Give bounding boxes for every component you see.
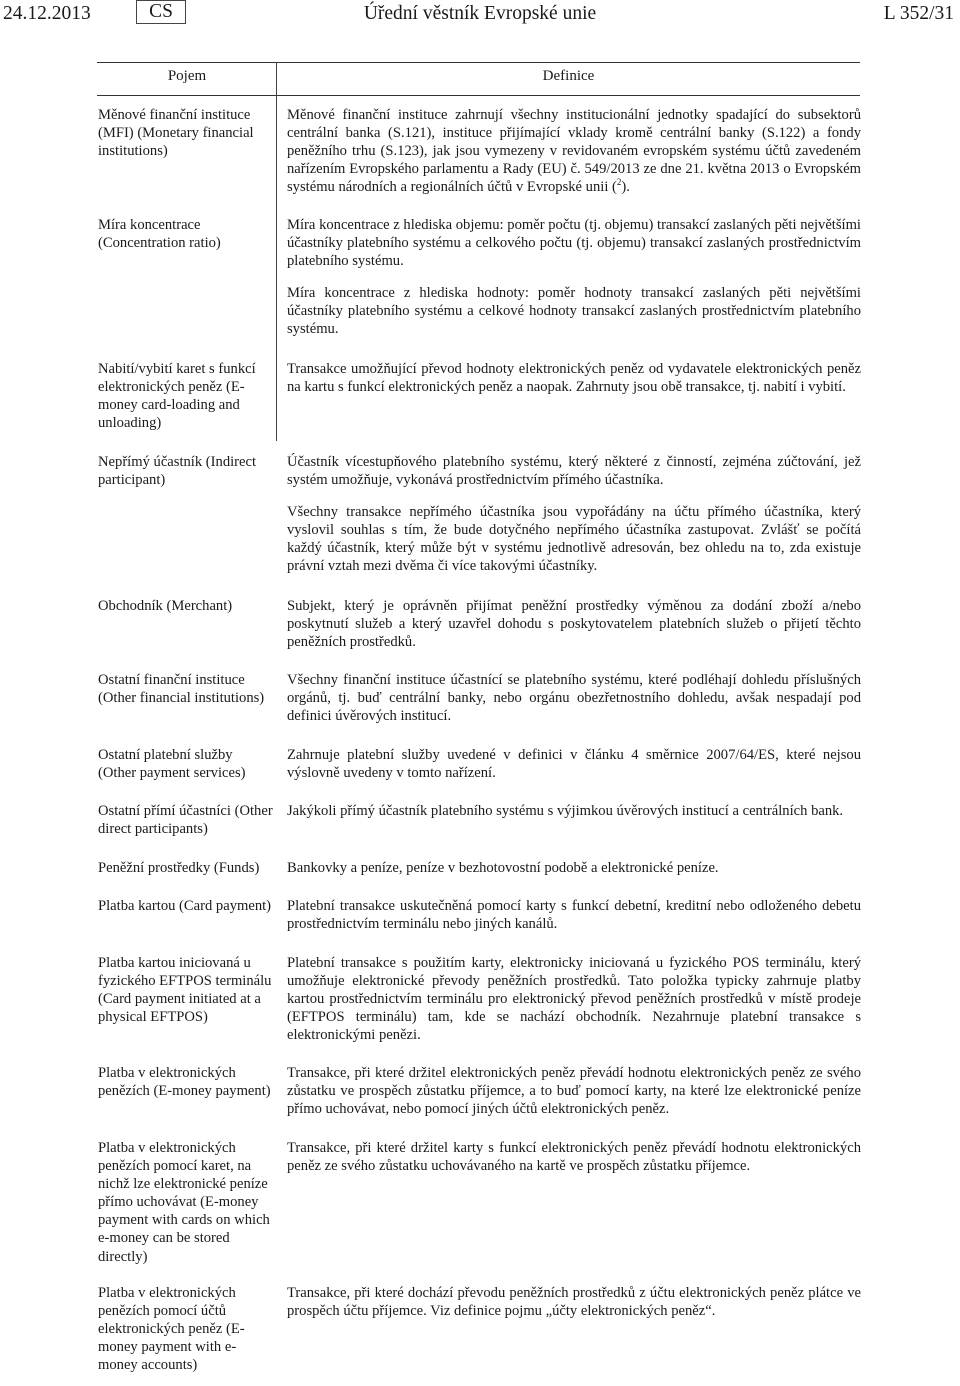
term-cell: Míra koncentrace (Concentration ratio) [98,217,221,252]
definition-cell [287,746,861,790]
term-cell: Platba v elektronických penězích pomocí účtů elektronických peněz (E-money payment with e-money accounts) [98,1285,245,1374]
definition-paragraph: Bankovky a peníze, peníze v bezhotovostní podobě a elektronické peníze. [287,860,719,876]
definition-cell [287,897,861,941]
page-header [0,0,960,30]
table-top-rule [97,62,860,63]
definition-paragraph: Transakce, při které držitel elektronických peněz převádí hodnotu elektronických peněz ze svého zůstatku ve prospěch zůstatku příjemce, a to buď pomocí karty, na které lze elektronické peníze přímo uchovávat, nebo pomocí jiných účtů elektronických peněz. [287,1065,861,1118]
definition-paragraph: Platební transakce uskutečněná pomocí karty s funkcí debetní, kreditní nebo odloženého debetu prostřednictvím terminálu nebo jiných kanálů. [287,898,861,933]
definition-cell [287,954,861,1052]
definition-cell [287,1284,861,1328]
column-divider [276,62,277,441]
term-cell: Peněžní prostředky (Funds) [98,860,260,876]
term-cell: Obchodník (Merchant) [98,598,233,614]
definition-cell [287,597,861,659]
footnote-ref[interactable]: 2 [616,177,622,188]
definition-paragraph: Transakce umožňující převod hodnoty elektronických peněz od vydavatele elektronických peněz na kartu s funkcí elektronických peněz a naopak. Zahrnuty jsou obě transakce, tj. nabití i vybití. [287,361,861,396]
definition-cell [287,1139,861,1183]
definition-paragraph: Míra koncentrace z hlediska objemu: poměr počtu (tj. objemu) transakcí zaslaných pěti největšími účastníky platebního systému a celkového počtu (tj. objemu) transakcí zaslaných prostřednictvím platebního systému. [287,217,861,270]
publication-date: 24.12.2013 [3,3,91,24]
definition-cell [287,1064,861,1126]
definition-paragraph: Zahrnuje platební služby uvedené v definici v článku 4 směrnice 2007/64/ES, které nejsou výslovně uvedeny v tomto nařízení. [287,747,861,782]
column-header-rule [97,95,860,96]
definition-cell [287,671,861,733]
definition-cell [287,802,861,828]
term-cell: Platba kartou (Card payment) [98,898,272,914]
definition-paragraph: Transakce, při které dochází převodu peněžních prostředků z účtu elektronických peněz plátce ve prospěch účtu příjemce. Viz definice pojmu „účty elektronických peněz“. [287,1285,861,1320]
definition-paragraph: Měnové finanční instituce zahrnují všechny institucionální jednotky spadající do subsektorů centrální banka (S.121), instituce přijímající vklady kromě centrální banky (S.122) a fondy peněžního trhu (S.123), jak jsou vymezeny v revidovaném evropském systému účtů zavedeném nařízením Evropského parlamentu a Rady (EU) č. 549/2013 ze dne 21. května 2013 o Evropském systému národních a regionálních účtů v Evropské unii ($^2$). [287,107,861,196]
definition-paragraph: Míra koncentrace z hlediska hodnoty: poměr hodnoty transakcí zaslaných pěti největšími účastníky platebního systému a celkové hodnoty transakcí zaslaných prostřednictvím platebního systému. [287,285,861,338]
language-badge: CS [136,0,186,24]
definition-paragraph: Všechny transakce nepřímého účastníka jsou vypořádány na účtu přímého účastníka, který vyslovil souhlas s tím, že bude dotyčného nepřímého účastníka zastupovat. Zvlášť se počítá každý účastník, který může být v systému jednotlivě adresován, bez ohledu na to, zda existuje právní vztah mezi dvěma či více takovými účastníky. [287,504,861,575]
term-cell: Platba kartou iniciovaná u fyzického EFTPOS terminálu (Card payment initiated at a physical EFTPOS) [98,955,272,1026]
term-cell: Ostatní finanční instituce (Other financial institutions) [98,672,265,707]
definition-paragraph: Transakce, při které držitel karty s funkcí elektronických peněz převádí hodnotu elektronických peněz ze svého zůstatku uchovávaného na kartě ve prospěch zůstatku příjemce. [287,1140,861,1175]
term-cell: Měnové finanční instituce (MFI) (Monetary financial institutions) [98,107,254,160]
journal-title: Úřední věstník Evropské unie [363,3,597,24]
term-cell: Nabití/vybití karet s funkcí elektronických peněz (E-money card-loading and unloading) [98,361,256,432]
page-number: L 352/31 [883,3,954,24]
definition-paragraph: Subjekt, který je oprávněn přijímat peněžní prostředky výměnou za dodání zboží a/nebo poskytnutí služeb a který uzavřel dohodu s poskytovatelem platebních služeb o přijetí těchto peněžních prostředků. [287,598,861,651]
definition-cell [287,106,861,204]
definition-cell [287,453,861,584]
term-cell: Platba v elektronických penězích (E-money payment) [98,1065,271,1100]
definition-cell [287,859,861,885]
definition-cell [287,216,861,347]
column-header-definition: Definice [542,68,595,84]
term-cell: Platba v elektronických penězích pomocí karet, na nichž lze elektronické peníze přímo uchovávat (E-money payment with cards on which e-money can be stored directly) [98,1140,270,1265]
definition-paragraph: Všechny finanční instituce účastnící se platebního systému, které podléhají dohledu příslušných orgánů, tj. buď centrální banky, nebo orgánu obezřetnostního dohledu, avšak nespadají pod definici úvěrových institucí. [287,672,861,725]
term-cell: Ostatní přímí účastníci (Other direct participants) [98,803,273,838]
term-cell: Ostatní platební služby (Other payment services) [98,747,246,782]
definition-cell [287,360,861,404]
definition-paragraph: Jakýkoli přímý účastník platebního systému s výjimkou úvěrových institucí a centrálních bank. [287,803,844,819]
column-header-term: Pojem [167,68,207,84]
term-cell: Nepřímý účastník (Indirect participant) [98,454,257,489]
definition-paragraph: Účastník vícestupňového platebního systému, který některé z činností, zejména zúčtování, jež systém umožňuje, vykonává prostřednictvím přímého účastníka. [287,454,861,489]
definition-paragraph: Platební transakce s použitím karty, elektronicky iniciovaná u fyzického POS terminálu, který umožňuje elektronické převody peněžních prostředků. Tato položka typicky zahrnuje platby kartou prostřednictvím terminálu pro elektronický převod peněžních prostředků v místě prodeje (EFTPOS terminálu) tam, kde se nachází obchodník. Nezahrnuje platební transakce s elektronickými penězi. [287,955,861,1044]
